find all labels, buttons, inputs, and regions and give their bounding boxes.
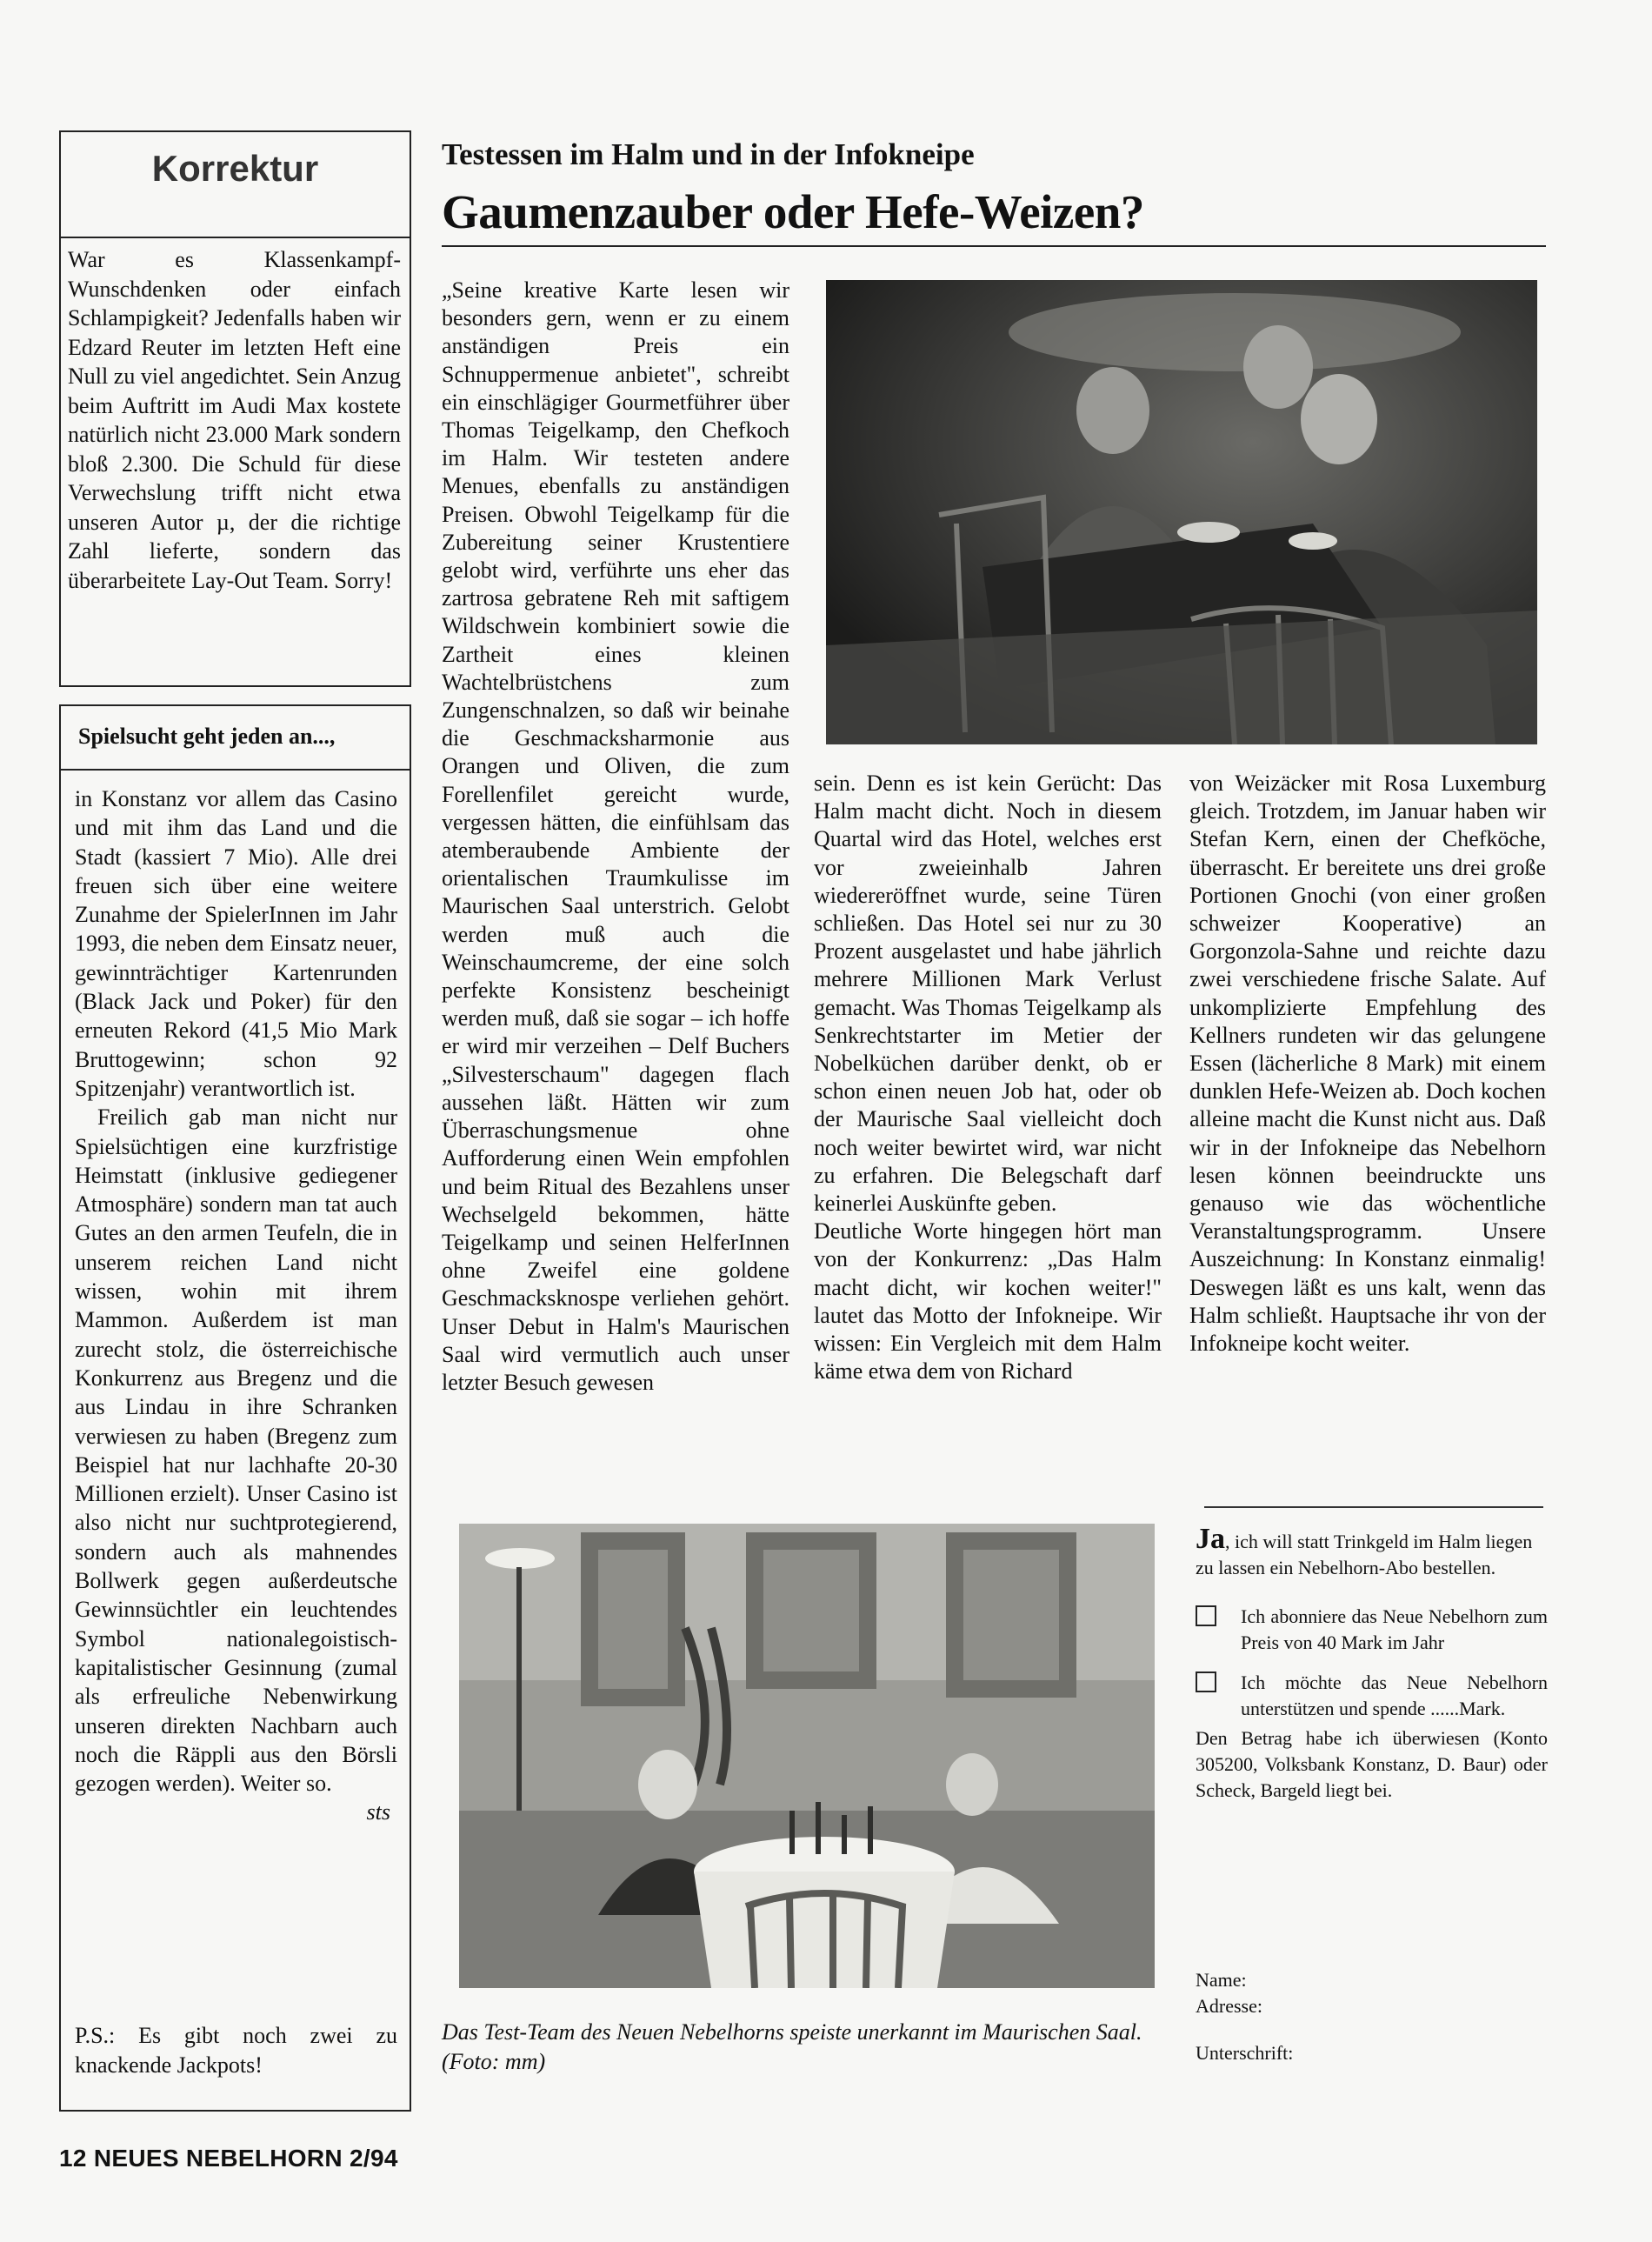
abo-intro: [1196, 1523, 1548, 1581]
article-column-2: [814, 770, 1162, 1385]
donate-option-label: Ich möchte das Neue Nebelhorn unterstützen und spende ......Mark.: [1241, 1671, 1548, 1719]
article-column-2-part-2: Deutliche Worte hingegen hört man von der Konkurrenz: „Das Halm macht dicht, wir kochen weiter!" lautet das Motto der Infokneipe. Wir wissen: Ein Vergleich mit dem Halm käme etwa dem von Richard: [814, 1218, 1162, 1385]
article-column-3: von Weizäcker mit Rosa Luxemburg gleich. Trotzdem, im Januar haben wir Stefan Kern, einen der Chefköche, überrascht. Er bereitete uns drei große Portionen Gnochi (von einer großen schweizer Kooperative) an Gorgonzola-Sahne und reichte dazu zwei verschiedene frische Salate. Auf unkomplizierte Empfehlung des Kellners rundeten wir das gelungene Essen (lächerliche 8 Mark) mit einem dunklen Hefe-Weizen ab. Doch kochen alleine macht die Kunst nicht aus. Daß wir in der Infokneipe das Nebelhorn lesen können beeindruckte uns genauso wie das wöchentliche Veranstaltungsprogramm. Unsere Auszeichnung: In Konstanz einmalig! Deswegen läßt es uns kalt, wenn das Halm schließt. Hauptsache ihr von der Infokneipe kocht weiter.: [1189, 771, 1546, 1357]
donate-checkbox[interactable]: [1196, 1671, 1216, 1692]
signature-field[interactable]: Unterschrift:: [1196, 2042, 1294, 2064]
headline-rule: [442, 245, 1546, 247]
payment-note: Den Betrag habe ich überwiesen (Konto 305200, Volksbank Konstanz, D. Baur) oder Scheck, Bargeld liegt bei.: [1196, 1727, 1548, 1801]
abo-option-subscribe[interactable]: [1196, 1604, 1548, 1656]
abo-ja: Ja: [1196, 1523, 1225, 1555]
spielsucht-title: Spielsucht geht jeden an...,: [78, 724, 336, 749]
spielsucht-signature: sts: [366, 1799, 390, 1825]
korrektur-text: War es Klassenkampf-Wunschdenken oder einfach Schlampigkeit? Jedenfalls haben wir Edzard Reuter im letzten Heft eine Null zu viel angedichtet. Sein Anzug beim Auftritt im Audi Max kostete natürlich nicht 23.000 Mark sondern bloß 2.300. Die Schuld für diese Verwechslung trifft nicht etwa unseren Autor µ, der die richtige Zahl lieferte, sondern das überarbeitete Lay-Out Team. Sorry!: [68, 247, 401, 593]
article-column-1: „Seine kreative Karte lesen wir besonders gern, wenn er zu einem anständigen Preis ein Schnuppermenue anbietet", schreibt ein einschlägiger Gourmetführer über Thomas Teigelkamp, den Chefkoch im Halm. Wir testeten andere Menues, ebenfalls zu anständigen Preisen. Obwohl Teigelkamp für die Zubereitung seiner Krustentiere gelobt wird, verführte uns eher das zartrosa gebratene Reh mit saftigem Wildschwein kombiniert sowie die Zartheit eines kleinen Wachtelbrüstchens zum Zungenschnalzen, so daß wir beinahe die Geschmacksharmonie aus Orangen und Oliven, die zum Forellenfilet gereicht wurde, vergessen hätten, die einfühlsam das atemberaubende Ambiente der orientalischen Traumkulisse im Maurischen Saal unterstrich. Gelobt werden muß auch die Weinschaumcreme, der eine solch perfekte Konsistenz bescheinigt werden muß, daß sie sogar – ich hoffe er wird mir verzeihen – Delf Buchers „Silvesterschaum" dagegen flach aussehen läßt. Hätten wir zum Überraschungsmenue ohne Aufforderung einen Wein empfohlen und beim Ritual des Bezahlens unser Wechselgeld bekommen, hätte Teigelkamp und seinen HelferInnen ohne Zweifel eine goldene Geschmacksknospe verliehen gehört. Unser Debut in Halm's Maurischen Saal wird vermutlich auch unser letzter Besuch gewesen: [442, 277, 789, 1395]
subscribe-checkbox[interactable]: [1196, 1605, 1216, 1626]
spielsucht-paragraph-1: in Konstanz vor allem das Casino und mit ihm das Land und die Stadt (kassiert 7 Mio). Alle drei freuen sich über eine weitere Zunahme der SpielerInnen im Jahr 1993, die neben dem Einsatz neuer, gewinnträchtiger Kartenrunden (Black Jack und Poker) für den erneuten Rekord (41,5 Mio Mark Bruttogewinn; schon 92 Spitzenjahr) verantwortlich ist.: [75, 786, 397, 1101]
address-fields: [1196, 1967, 1293, 2066]
article-column-2-part-1: sein. Denn es ist kein Gerücht: Das Halm macht dicht. Noch in diesem Quartal wird das Hotel, welches erst vor zweieinhalb Jahren wiedereröffnet wurde, seine Türen schließen. Das Hotel sei nur zu 30 Prozent ausgelastet und habe jährlich mehrere Millionen Mark Verlust gemacht. Was Thomas Teigelkamp als Senkrechtstarter im Metier der Nobelküchen darüber denkt, ob er schon einen neuen Job hat, oder ob der Maurische Saal vielleicht doch noch weiter bewirtet wird, war nicht zu erfahren. Die Belegschaft darf keinerlei Auskünfte geben.: [814, 771, 1162, 1217]
form-rule: [1204, 1506, 1543, 1508]
abo-option-donate[interactable]: [1196, 1670, 1548, 1722]
spielsucht-body: [75, 784, 397, 1827]
spielsucht-box: [59, 704, 411, 2112]
spielsucht-paragraph-2: Freilich gab man nicht nur Spielsüchtigen eine kurzfristige Heimstatt (inklusive gediegener Atmosphäre) sondern man tat auch Gutes an den armen Teufeln, die in unserem reichen Land nicht wissen, wohin mit ihrem Mammon. Außerdem ist man zurecht stolz, die österreichische Konkurrenz aus Bregenz und die aus Lindau in ihre Schranken verwiesen zu haben (Bregenz zum Beispiel hat nur lachhafte 20-30 Millionen erzielt). Unser Casino ist also nicht nur suchtprotegierend, sondern auch als mahnendes Bollwerk gegen außerdeutsche Gewinnsüchtler ein leuchtendes Symbol nationalegoistisch-kapitalistischer Gesinnung (zumal als erfreuliche Nebenwirkung unseren direkten Nachbarn auch noch die Räppli aus den Börsli gezogen werden). Weiter so.: [75, 1104, 397, 1797]
abo-intro-text: , ich will statt Trinkgeld im Halm liegen zu lassen ein Nebelhorn-Abo bestellen.: [1196, 1531, 1533, 1578]
korrektur-title: Korrektur: [151, 148, 319, 189]
page-footer: 12 NEUES NEBELHORN 2/94: [59, 2145, 398, 2172]
restaurant-photo: [826, 280, 1537, 744]
spielsucht-postscript: P.S.: Es gibt noch zwei zu knackende Jackpots!: [75, 2023, 397, 2078]
address-field[interactable]: Adresse:: [1196, 1995, 1262, 2017]
divider: [61, 237, 410, 238]
article-kicker: Testessen im Halm und in der Infokneipe: [442, 137, 975, 171]
article-headline: Gaumenzauber oder Hefe-Weizen?: [442, 185, 1144, 238]
name-field[interactable]: Name:: [1196, 1969, 1247, 1991]
subscribe-option-label: Ich abonniere das Neue Nebelhorn zum Preis von 40 Mark im Jahr: [1241, 1605, 1548, 1653]
abo-form: [1196, 1523, 1548, 1804]
korrektur-box: [59, 130, 411, 687]
test-team-photo: [459, 1524, 1155, 1988]
photo-caption: Das Test-Team des Neuen Nebelhorns speiste unerkannt im Maurischen Saal. (Foto: mm): [442, 2019, 1142, 2074]
divider: [61, 769, 410, 771]
